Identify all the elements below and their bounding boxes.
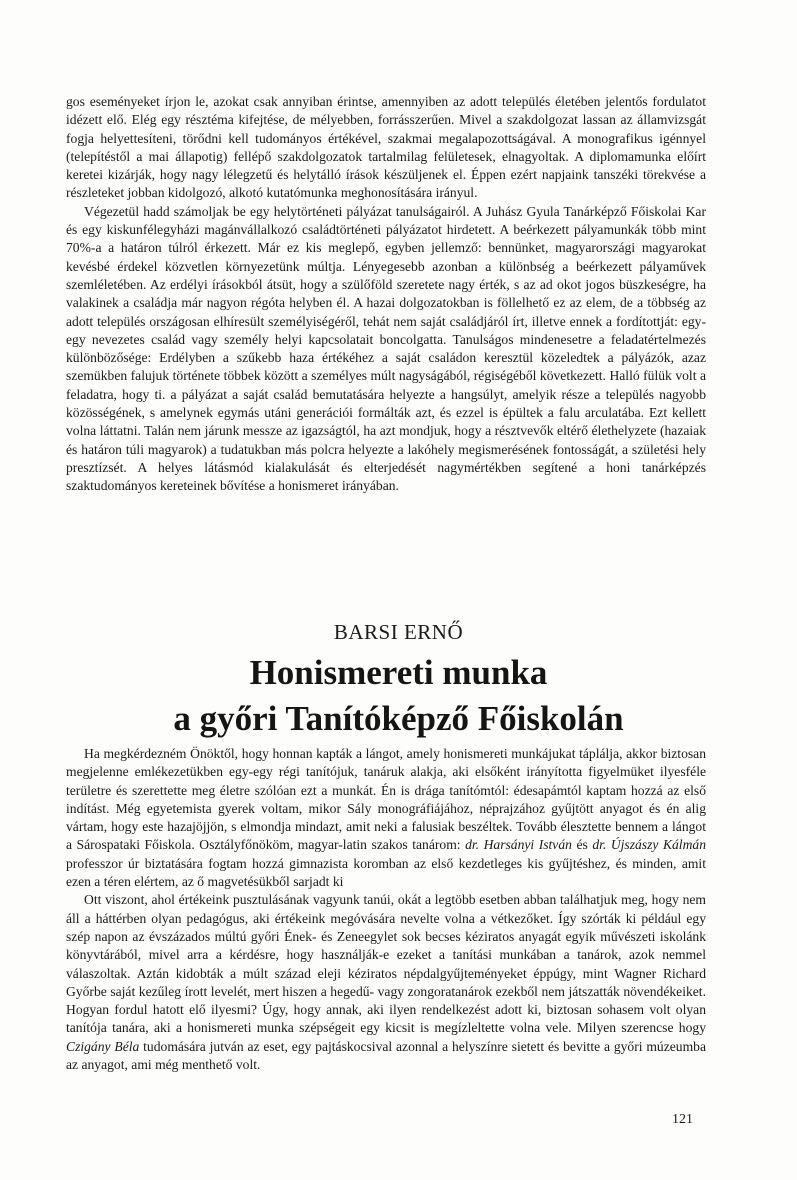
- paragraph: gos eseményeket írjon le, azokat csak annyiban érintse, amennyiben az adott település életében jelentős fordulatot idézett elő. Elég egy résztéma kifejtése, de mélyebben, forrásszerűen. Mivel a szakdolgozat lassan az államvizsgát fogja helyettesíteni, törődni kell tudományos értékével, szakmai megalapozottságával. A monografikus igénnyel (telepítéstől a mai állapotig) fellépő szakdolgozatok tartalmilag felületesek, elnagyoltak. A diplomamunka előírt keretei kizárják, hogy nagy lélegzetű és helytálló írások készüljenek el. Éppen ezért napjaink tanszéki törekvése a részleteket jobban kidolgozó, alkotó kutatómunka meghonosítására irányul.: [66, 94, 706, 201]
- person-name: Czigány Béla: [66, 1038, 140, 1054]
- text-run: Ott viszont, ahol értékeink pusztulásának vagyunk tanúi, okát a legtöbb esetben abban találhatjuk meg, hogy nem áll a háttérben olyan pedagógus, aki értékeink megóvására nevelte volna a vétkezőket. Így szórták ki például egy szép napon az évszázados múltú győri Ének- és Zeneegylet sok becses kéziratos anyagát egyik művészeti iskolánk könyvtárából, mivel arra a kérdésre, hogy használják-e ezeket a tanítási munkában a tanárok, azok nemmel válaszoltak. Aztán kidobták a múlt század eleji kéziratos népdalgyűjteményeket éppúgy, mint Wagner Richard Győrbe saját kezűleg írott levelét, mert hiszen a hegedű- vagy zongoratanárok ezekből nem játszatták növendékeiket. Hogyan fordul hatott elő ilyesmi? Úgy, hogy annak, aki ilyen rendelkezést adott ki, biztosan sohasem volt olyan tanítója tanára, aki a honismereti munka szépségeit egy kicsit is megízleltette volna vele. Milyen szerencse hogy: [66, 892, 706, 1036]
- article-author: BARSI ERNŐ: [333, 620, 464, 644]
- text-run: Ha megkérdezném Önöktől, hogy honnan kapták a lángot, amely honismereti munkájukat táplálja, akkor biztosan megjelenne emlékezetükben egy-egy régi tanítójuk, tanáruk alakja, aki elsőként irányította figyelmüket ilyesféle területre és szerettette meg életre szólóan ezt a munkát. Én is drága tanítómtól: édesapámtól kaptam hozzá az első indítást. Még egyetemista gyerek voltam, mikor Sály monográfiájához, néprajzához gyűjtött anyagot és én alig vártam, hogy este hazajöjjön, s elmondja mindazt, amit neki a falusiak beszéltek. Tovább élesztette bennem a lángot a Sárospataki Főiskola. Osztályfőnököm, magyar-latin szakos tanárom:: [66, 746, 706, 853]
- article-body: [66, 745, 706, 1074]
- text-run: és: [571, 837, 593, 853]
- title-line: Honismereti munka: [249, 653, 548, 692]
- page-number: 121: [672, 1112, 693, 1127]
- person-name: dr. Újszászy Kálmán: [592, 837, 706, 853]
- paragraph: Végezetül hadd számoljak be egy helytörténeti pályázat tanulságairól. A Juhász Gyula Tanárképző Főiskolai Kar és egy kiskunfélegyházi magánvállalkozó családtörténeti pályázatot hirdetett. A beérkezett pályamunkák több mint 70%-a a határon túlról érkezett. Már ez kis meglepő, egyben jellemző: bennünket, magyarországi magyarokat kevésbé érdekel közvetlen környezetünk múltja. Lényegesebb azonban a különbség a beérkezett pályaművek szemléletében. Az erdélyi írásokból átsüt, hogy a szülőföld szeretete nagy érték, s az ad okot jogos büszkeségre, ha valakinek a családja már nagyon régóta helyben él. A hazai dolgozatokban is föllelhető ez az elem, de a többség az adott település országosan elhíresült személyiségéről, tehát nem saját családjáról írt, illetve ennek a fordítottját: egy-egy nevezetes család vagy személy helyi kapcsolatait boncolgatta. Tanulságos mindenesetre a feladatértelmezés különbözősége: Erdélyben a szűkebb haza értékéhez a saját családon keresztül közeledtek a pályázók, azaz szemükben falujuk története többek között a személyes múlt nagyságából, régiségéből következett. Halló fülük volt a feladatra, hogy ti. a pályázat a saját család bemutatására helyezte a hangsúlyt, amelyik része a település nagyobb közösségének, s amelynek egymás utáni generációi formálták azt, és ezzel is épültek a falu arculatába. Ezt kellett volna láttatni. Talán nem járunk messze az igazságtól, ha azt mondjuk, hogy a résztvevők eltérő élethelyzete (hazaiak és határon túli magyarok) a tudatukban más polcra helyezte a lakóhely megismerésének fontosságát, a születési hely presztízsét. A helyes látásmód kialakulását és elterjedését nagymértékben segítené a honi tanárképzés szaktudományos kereteinek bővítése a honismeret irányában.: [66, 203, 706, 494]
- text-run: tudomására jutván az eset, egy pajtáskocsival azonnal a helyszínre sietett és bevitte a győri múzeumba az anyagot, ami még menthető volt.: [66, 1038, 706, 1073]
- person-name: dr. Harsányi István: [465, 837, 572, 853]
- paragraph: [66, 745, 706, 891]
- paragraph: [66, 891, 706, 1074]
- text-run: professzor úr biztatására fogtam hozzá gimnazista koromban az első kezdetleges kis gyűjtéshez, és minden, amit ezen a téren elértem, az ő magvetésükből sarjadt ki: [66, 855, 706, 890]
- continued-text-block: [66, 93, 706, 496]
- article-title: [0, 650, 797, 742]
- title-line: a győri Tanítóképző Főiskolán: [173, 699, 624, 738]
